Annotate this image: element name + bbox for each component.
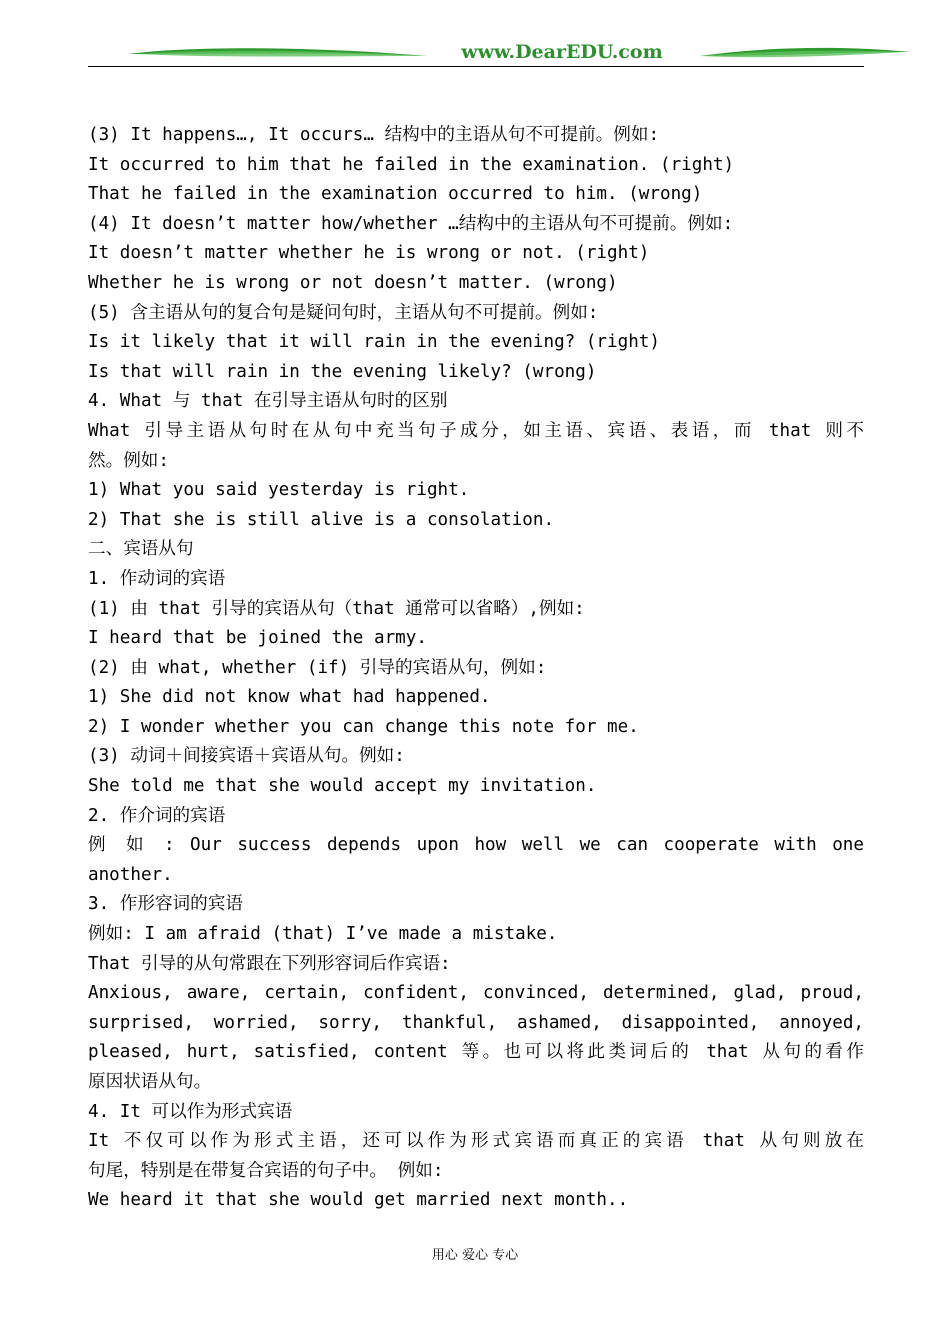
text-line: 例 如 : Our success depends upon how well we can cooperate with one [88, 835, 864, 856]
text-line: 1) She did not know what had happened. [88, 687, 491, 708]
text-line: (5) 含主语从句的复合句是疑问句时，主语从句不可提前。例如: [88, 302, 599, 323]
text-line: surprised, worried, sorry, thankful, ashamed, disappointed, annoyed, [88, 1012, 864, 1033]
text-line: It doesn’t matter whether he is wrong or not. (right) [88, 243, 650, 264]
text-line: 1) What you said yesterday is right. [88, 480, 470, 501]
page-header [88, 38, 864, 72]
header-rule [88, 66, 864, 67]
text-line: 2) That she is still alive is a consolation. [88, 509, 555, 530]
text-line: 二、宾语从句 [88, 539, 194, 560]
document-body [88, 121, 864, 1216]
site-logo-text: www.DearEDU.com [461, 41, 663, 63]
text-line: I heard that be joined the army. [88, 628, 427, 649]
text-line: 例如: I am afraid (that) I’ve made a mistake. [88, 924, 558, 945]
text-line: (3) 动词＋间接宾语＋宾语从句。例如: [88, 746, 405, 767]
text-line: That he failed in the examination occurred to him. (wrong) [88, 184, 703, 205]
text-line: She told me that she would accept my invitation. [88, 776, 597, 797]
text-line: pleased, hurt, satisfied, content 等。也可以将此类词后的 that 从句的看作 [88, 1042, 864, 1063]
text-line: What 引导主语从句时在从句中充当句子成分，如主语、宾语、表语，而 that 则不 [88, 420, 864, 441]
text-line: (3) It happens…, It occurs… 结构中的主语从句不可提前。例如: [88, 125, 660, 145]
text-line: 4. What 与 that 在引导主语从句时的区别 [88, 391, 448, 412]
text-line: It 不仅可以作为形式主语，还可以作为形式宾语而真正的宾语 that 从句则放在 [88, 1131, 864, 1152]
text-line: 1. 作动词的宾语 [88, 568, 226, 589]
text-line: (1) 由 that 引导的宾语从句（that 通常可以省略）,例如: [88, 598, 585, 619]
text-line: (2) 由 what, whether (if) 引导的宾语从句，例如: [88, 657, 547, 678]
text-line: 原因状语从句。 [88, 1072, 212, 1092]
text-line: Anxious, aware, certain, confident, convinced, determined, glad, proud, [88, 983, 864, 1004]
text-line: That 引导的从句常跟在下列形容词后作宾语: [88, 953, 451, 974]
text-line: another. [88, 864, 173, 885]
text-line: 4. It 可以作为形式宾语 [88, 1101, 293, 1122]
text-line: 2) I wonder whether you can change this note for me. [88, 716, 639, 737]
text-line: 然。例如: [88, 450, 169, 471]
text-line: (4) It doesn’t matter how/whether …结构中的主语从句不可提前。例如: [88, 213, 734, 234]
text-line: We heard it that she would get married next month.. [88, 1190, 629, 1211]
text-line: Whether he is wrong or not doesn’t matter. (wrong) [88, 272, 618, 293]
text-line: 2. 作介词的宾语 [88, 805, 226, 826]
text-line: 3. 作形容词的宾语 [88, 894, 243, 915]
page-footer: 用心 爱心 专心 [431, 1248, 519, 1263]
text-line: 句尾，特别是在带复合宾语的句子中。 例如: [88, 1160, 444, 1181]
text-line: It occurred to him that he failed in the examination. (right) [88, 154, 735, 175]
text-line: Is that will rain in the evening likely? (wrong) [88, 361, 597, 382]
logo-swoosh-left-icon [128, 44, 428, 64]
text-line: Is it likely that it will rain in the evening? (right) [88, 332, 660, 353]
logo-swoosh-right-icon [700, 44, 910, 64]
